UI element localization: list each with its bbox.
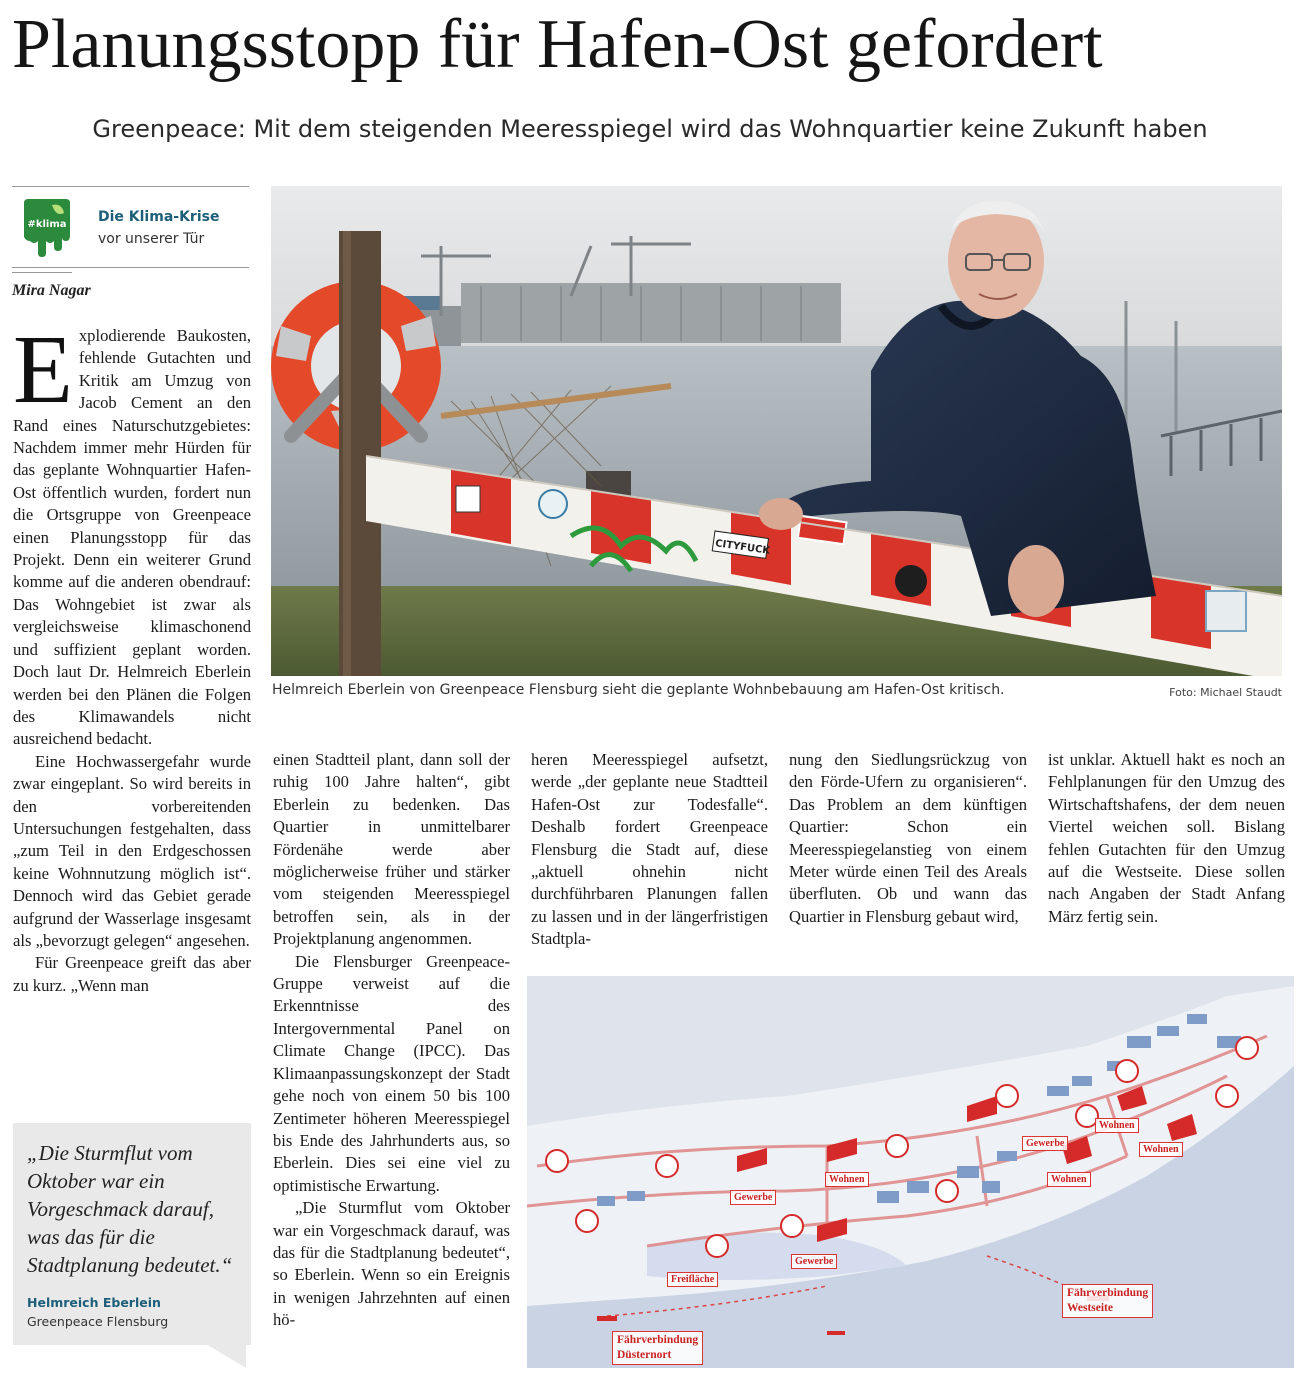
article-column-3	[531, 749, 768, 951]
rubric-box	[12, 186, 249, 268]
paragraph: heren Meeresspiegel aufsetzt, werde „der geplante neue Stadtteil Hafen-Ost zur Todesfalle“. Deshalb fordert Greenpeace Flensburg die Stadt auf, diese „aktuell ohnehin nicht durchführbaren Planungen fallen zu lassen und in der längerfristigen Stadtpla-	[531, 750, 768, 949]
map-label-wohnen: Wohnen	[1139, 1142, 1183, 1157]
paragraph: ist unklar. Aktuell hakt es noch an Fehlplanungen für den Umzug des Wirtschaftshafens, der dem neuen Viertel weichen soll. Bislang fehlen Gutachten für den Umzug auf die Westseite. Diese sollen nach Angaben der Stadt Anfang März fertig sein.	[1048, 750, 1285, 926]
headline: Planungsstopp für Hafen-Ost gefordert	[12, 6, 1103, 83]
photo-harbor-scene	[271, 186, 1282, 676]
pull-quote-box	[13, 1123, 251, 1345]
map-graphic	[527, 976, 1294, 1368]
map-label-wohnen: Wohnen	[1095, 1118, 1139, 1133]
map-label-wohnen: Wohnen	[825, 1172, 869, 1187]
map-label-gewerbe: Gewerbe	[730, 1190, 776, 1205]
author-divider	[12, 272, 72, 273]
subheadline: Greenpeace: Mit dem steigenden Meeresspiegel wird das Wohnquartier keine Zukunft haben	[92, 115, 1208, 143]
article-column-1	[13, 316, 251, 997]
article-column-2	[273, 749, 510, 1332]
map-label-freiflaeche: Freifläche	[667, 1272, 718, 1287]
paragraph: Eine Hochwassergefahr wurde zwar eingeplant. So wird bereits in den vorbereitenden Untersuchungen festgehalten, dass „zum Teil in den Erdgeschossen keine Wohnnutzung möglich ist“. Dennoch wird das Gebiet gerade aufgrund der Wasserlage insgesamt als „bevorzugt gelegen“ angesehen.	[13, 751, 251, 950]
photo-caption: Helmreich Eberlein von Greenpeace Flensburg sieht die geplante Wohnbebauung am Hafen-Ost kritisch.	[272, 682, 1005, 698]
pull-quote-text: „Die Sturmflut vom Oktober war ein Vorgeschmack darauf, was das für die Stadtplanung bedeutet.“	[27, 1141, 233, 1277]
district-plan-map	[527, 976, 1294, 1368]
pull-quote-tail	[206, 1344, 246, 1368]
photo-credit: Foto: Michael Staudt	[1169, 686, 1282, 699]
sticker-text: CITYFUCK	[714, 538, 771, 557]
rubric-title: Die Klima-Krise	[98, 209, 220, 225]
pull-quote-name: Helmreich Eberlein	[27, 1295, 161, 1310]
paragraph: Für Greenpeace greift das aber zu kurz. „Wenn man	[13, 953, 251, 995]
dropcap: E	[13, 316, 73, 424]
paragraph: einen Stadtteil plant, dann soll der ruhig 100 Jahre halten“, gibt Eberlein zu bedenken. Das Quartier in unmittelbarer Fördenähe werde aber möglicherweise früher und stärker vom steigenden Meeresspiegel betroffen sein, als in der Projektplanung angenommen.	[273, 750, 510, 949]
map-label-ferry-west: Fährverbindung Düsternort	[612, 1331, 703, 1365]
article-photo	[271, 186, 1282, 676]
map-label-gewerbe: Gewerbe	[791, 1254, 837, 1269]
pull-quote-organisation: Greenpeace Flensburg	[27, 1314, 169, 1329]
author-byline: Mira Nagar	[12, 282, 91, 299]
paragraph: Die Flensburger Greenpeace-Gruppe verweist auf die Erkenntnisse des Intergovernmental Panel on Climate Change (IPCC). Das Klimaanpassungskonzept der Stadt gehe noch von einem 50 bis 100 Zentimeter höheren Meeresspiegel bis Ende des Jahrhunderts aus, so Eberlein. Dies sei eine viel zu optimistische Erwartung.	[273, 951, 510, 1195]
paragraph: nung den Siedlungsrückzug von den Förde-Ufern zu organisieren“. Das Problem an dem künftigen Quartier: Schon ein Meeresspiegelanstieg von einem Meter würde einen Teil des Areals überfluten. Ob und wann das Quartier in Flensburg gebaut wird,	[789, 750, 1027, 926]
klima-logo-icon	[22, 195, 72, 257]
map-label-wohnen: Wohnen	[1047, 1172, 1091, 1187]
paragraph: xplodierende Baukosten, fehlende Gutachten und Kritik am Umzug von Jacob Cement an den Rand eines Naturschutzgebietes: Nachdem immer mehr Hürden für das geplante Wohnquartier Hafen-Ost öffentlich wurden, fordert nun die Ortsgruppe von Greenpeace einen Planungsstopp für das Projekt. Denn ein weiterer Grund komme auf die anderen obendrauf: Das Wohngebiet ist zwar als vergleichsweise klimaschonend und suffizient geplant worden. Doch laut Dr. Helmreich Eberlein werden bei den Plänen die Folgen des Klimawandels nicht ausreichend bedacht.	[13, 326, 251, 749]
paragraph: „Die Sturmflut vom Oktober war ein Vorgeschmack darauf, was das für die Stadtplanung bedeutet“, so Eberlein. Wenn so ein Ereignis in wenigen Jahrzehnten auf einen hö-	[273, 1198, 510, 1330]
logo-text: #klima	[27, 219, 67, 230]
rubric-subtitle: vor unserer Tür	[98, 231, 205, 247]
map-label-ferry-east: Fährverbindung Westseite	[1062, 1284, 1153, 1318]
article-column-5	[1048, 749, 1285, 928]
article-column-4	[789, 749, 1027, 928]
map-label-gewerbe: Gewerbe	[1022, 1136, 1068, 1151]
